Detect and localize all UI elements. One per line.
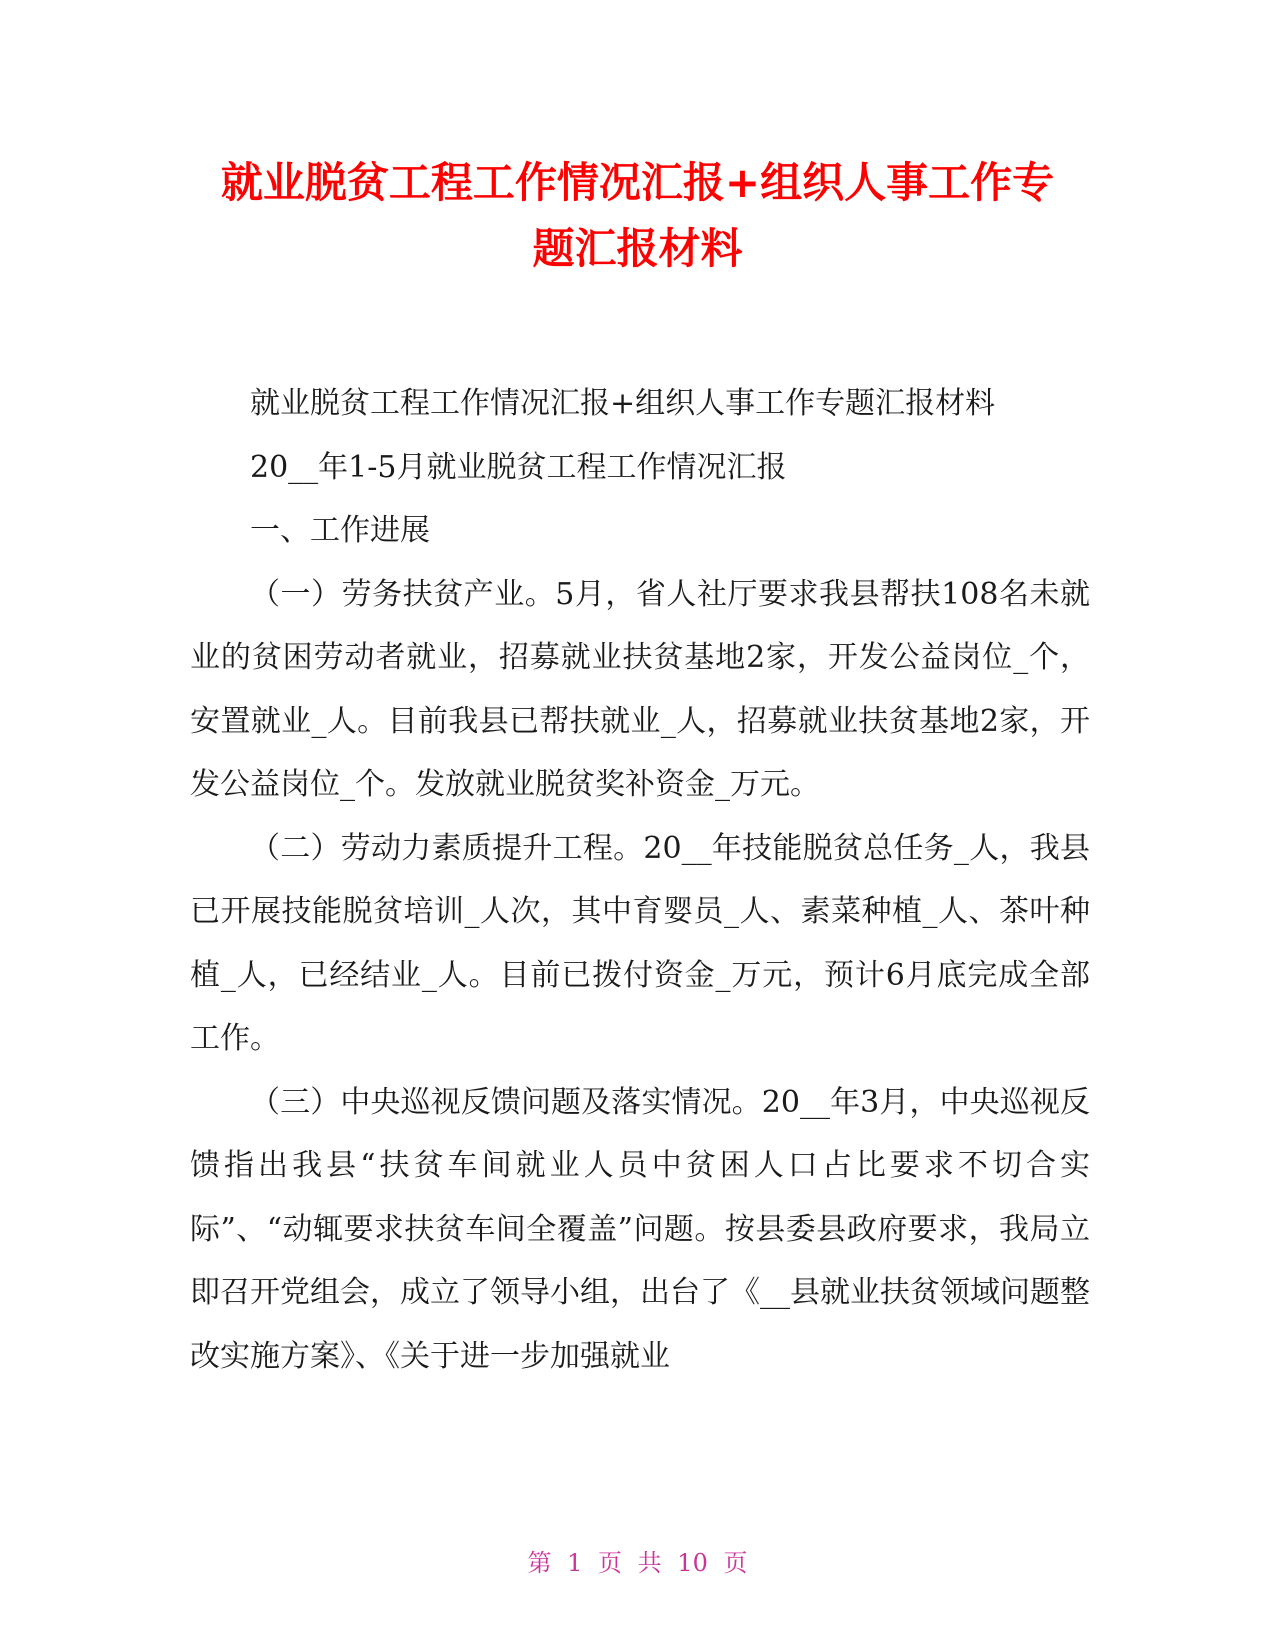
page-footer: 第 1 页 共 10 页 bbox=[527, 1549, 748, 1577]
paragraph-report-heading: 20__年1-5月就业脱贫工程工作情况汇报 bbox=[250, 449, 787, 485]
paragraph-labor-quality: （二）劳动力素质提升工程。20__年技能脱贫总任务_人，我县已开展技能脱贫培训_人次，其中育婴员_人、素菜种植_人、茶叶种植_人，已经结业_人。目前已拨付资金_万元，预计6月底完成全部工作。 bbox=[190, 830, 1090, 1056]
document-title-line-2: 题汇报材料 bbox=[532, 224, 743, 273]
paragraph-labor-poverty: （一）劳务扶贫产业。5月，省人社厅要求我县帮扶108名未就业的贫困劳动者就业，招募就业扶贫基地2家，开发公益岗位_个，安置就业_人。目前我县已帮扶就业_人，招募就业扶贫基地2家，开发公益岗位_个。发放就业脱贫奖补资金_万元。 bbox=[190, 576, 1090, 802]
document-body bbox=[190, 372, 1090, 1388]
document-title bbox=[160, 150, 1115, 282]
document-title-line-1: 就业脱贫工程工作情况汇报+组织人事工作专 bbox=[220, 158, 1055, 207]
paragraph-subtitle: 就业脱贫工程工作情况汇报+组织人事工作专题汇报材料 bbox=[250, 386, 996, 421]
paragraph-inspection-feedback: （三）中央巡视反馈问题及落实情况。20__年3月，中央巡视反馈指出我县“扶贫车间就业人员中贫困人口占比要求不切合实际”、“动辄要求扶贫车间全覆盖”问题。按县委县政府要求，我局立即召开党组会，成立了领导小组，出台了《__县就业扶贫领域问题整改实施方案》、《关于进一步加强就业 bbox=[190, 1084, 1090, 1374]
paragraph-section-heading: 一、工作进展 bbox=[250, 513, 430, 548]
